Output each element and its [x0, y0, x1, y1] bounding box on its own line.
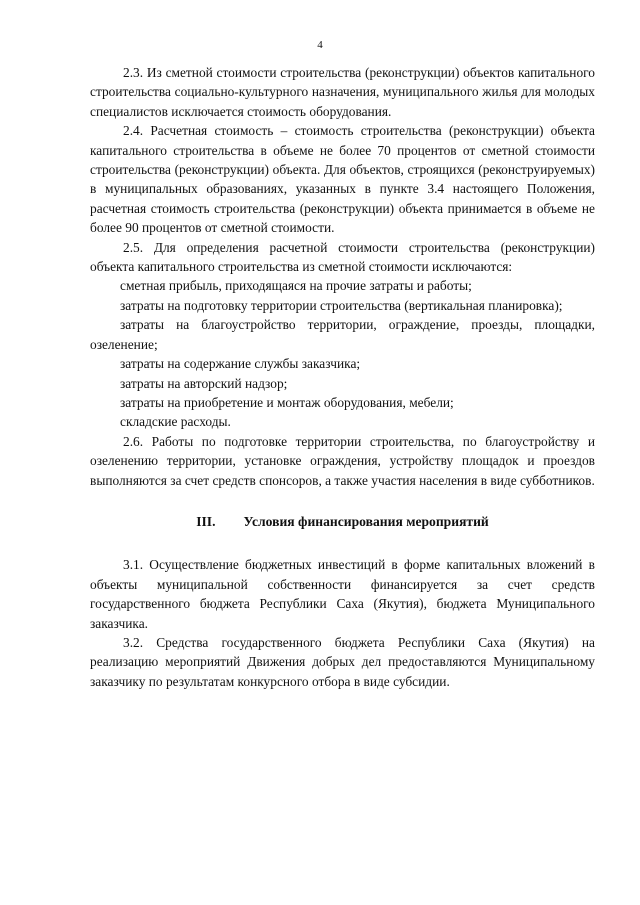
list-item: складские расходы. [120, 414, 231, 430]
list-item: затраты на приобретение и монтаж оборудования, мебели; [120, 394, 454, 410]
paragraph-2-6: 2.6. Работы по подготовке территории строительства, по благоустройству и озеленению территории, установке ограждения, устройству площадок и проездов выполняются за счет средств спонсоров, а также участия населения в виде субботников. [90, 433, 595, 488]
exclusions-list [90, 276, 595, 431]
list-item: затраты на благоустройство территории, ограждение, проезды, площадки, озеленение; [90, 317, 595, 352]
paragraph-2-3: 2.3. Из сметной стоимости строительства (реконструкции) объектов капитального строительства социально-культурного назначения, муниципального жилья для молодых специалистов исключается стоимость оборудования. [90, 65, 595, 119]
document-body [90, 63, 595, 691]
section-number: III. [196, 513, 216, 529]
paragraph-2-5: 2.5. Для определения расчетной стоимости строительства (реконструкции) объекта капитального строительства из сметной стоимости исключаются: [90, 239, 595, 275]
list-item: затраты на подготовку территории строительства (вертикальная планировка); [120, 297, 563, 313]
section-heading [90, 512, 595, 531]
paragraph-3-2: 3.2. Средства государственного бюджета Республики Саха (Якутия) на реализацию мероприятий Движения добрых дел предоставляются Муниципальному заказчику по результатам конкурсного отбора в виде субсидии. [90, 634, 595, 689]
page-number: 4 [317, 39, 323, 51]
paragraph-3-1: 3.1. Осуществление бюджетных инвестиций в форме капитальных вложений в объекты муниципальной собственности финансируется за счет средств государственного бюджета Республики Саха (Якутия), бюджета Муниципального заказчика. [90, 557, 595, 631]
list-item: затраты на авторский надзор; [120, 375, 288, 391]
paragraph-2-4: 2.4. Расчетная стоимость – стоимость строительства (реконструкции) объекта капитального строительства в объеме не более 70 процентов от сметной стоимости строительства (реконструкции) объекта. Для объектов, строящихся (реконструируемых) в муниципальных образованиях, указанных в пункте 3.4 настоящего Положения, расчетная стоимость строительства (реконструкции) объекта принимается в объеме не более 90 процентов от сметной стоимости. [90, 123, 595, 236]
list-item: сметная прибыль, приходящаяся на прочие затраты и работы; [120, 278, 472, 294]
section-title: Условия финансирования мероприятий [243, 513, 489, 529]
list-item: затраты на содержание службы заказчика; [120, 356, 361, 372]
